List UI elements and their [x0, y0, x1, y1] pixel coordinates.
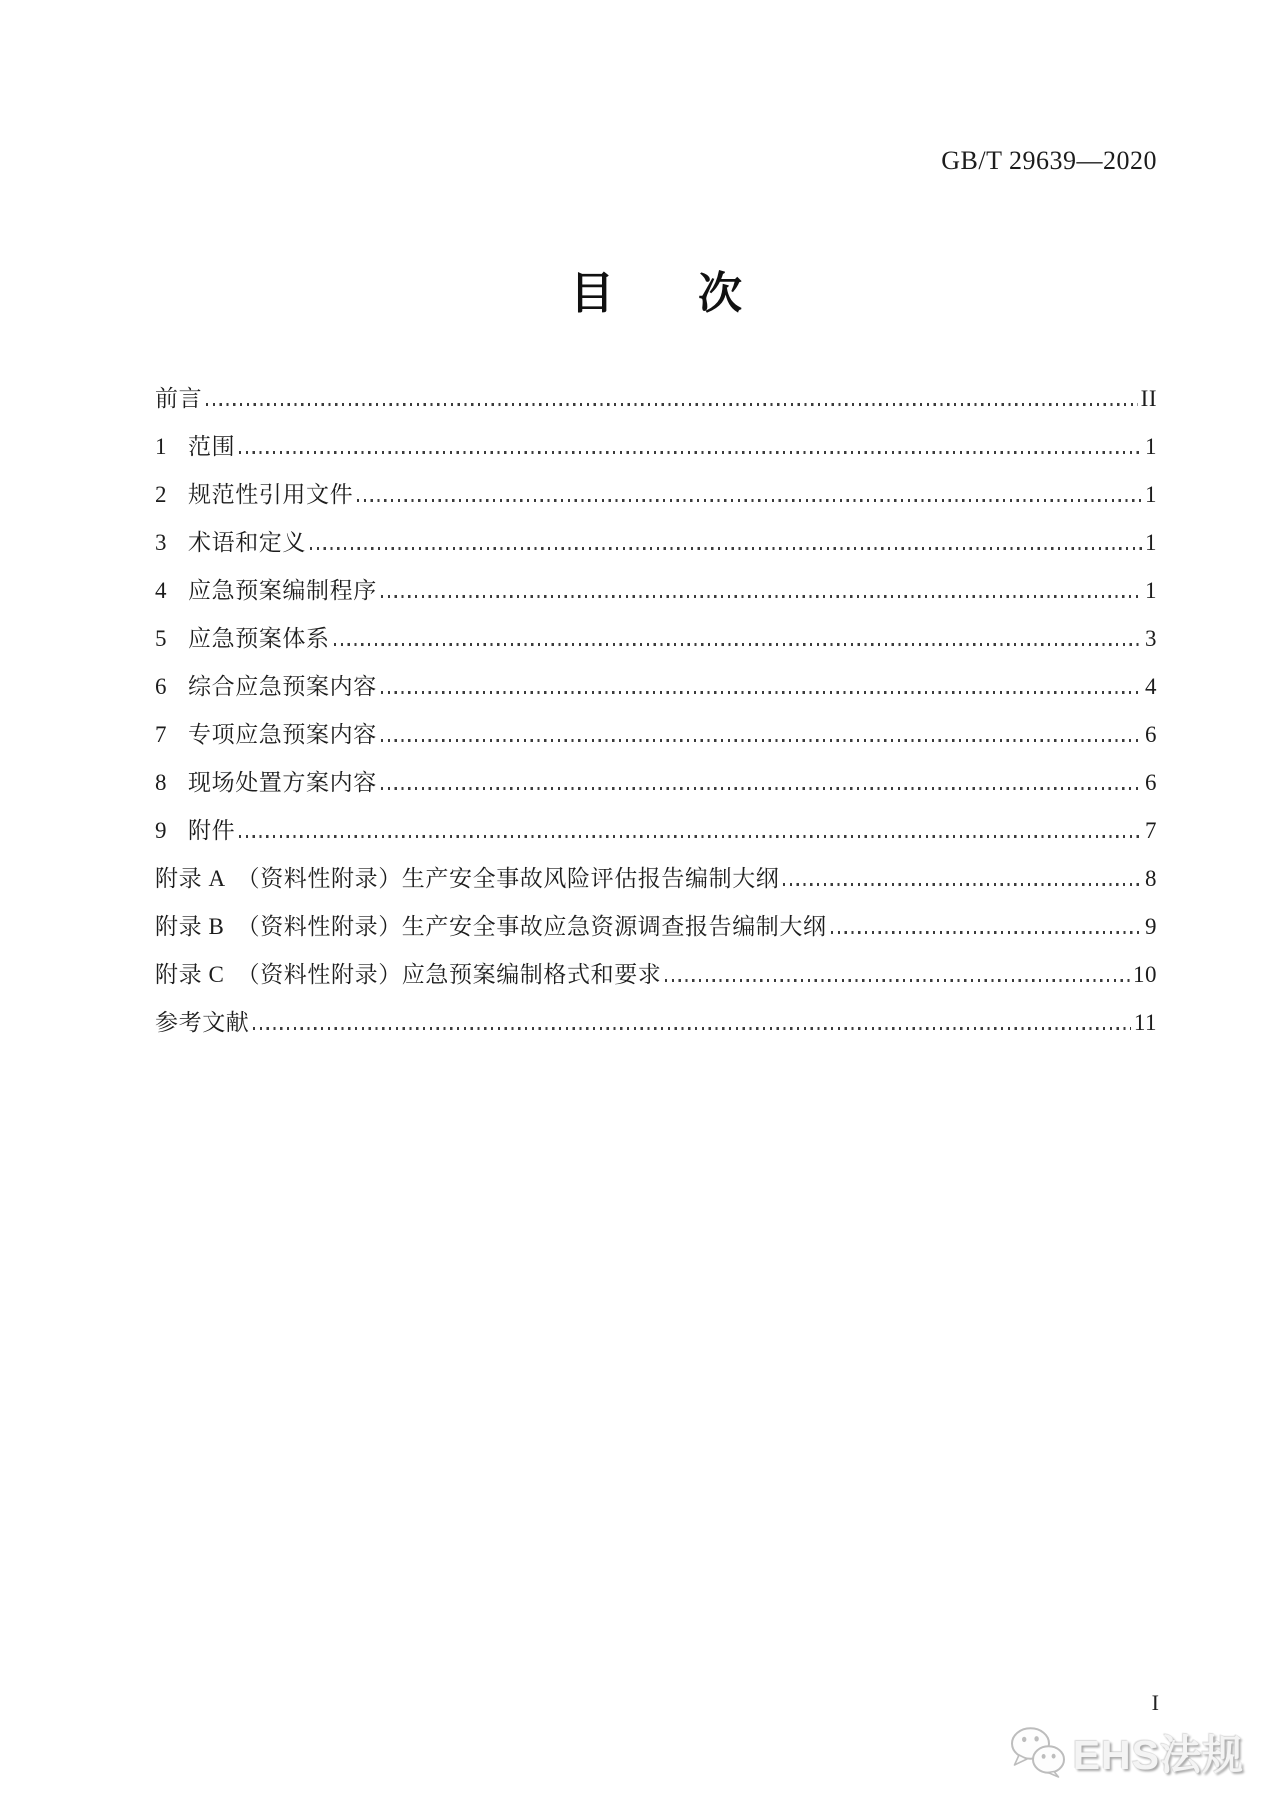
toc-entry-label: 附录 C （资料性附录）应急预案编制格式和要求	[155, 962, 662, 987]
toc-title-char-2: 次	[698, 269, 742, 318]
toc-entry	[155, 471, 1157, 519]
toc-leader-dots	[381, 739, 1142, 742]
toc-entry-page: 1	[1145, 482, 1157, 507]
page-number-folio: I	[1151, 1690, 1159, 1715]
toc-leader-dots	[831, 931, 1142, 934]
toc-entry-label: 应急预案编制程序	[188, 578, 377, 603]
toc-entry-number: 5	[155, 626, 167, 651]
toc-entry-label: 范围	[188, 434, 236, 459]
toc-entry	[155, 663, 1157, 711]
toc-entry	[155, 423, 1157, 471]
toc-entry	[155, 999, 1157, 1047]
toc-entry-number: 3	[155, 530, 167, 555]
toc-entry-label: 专项应急预案内容	[188, 722, 377, 747]
toc-entry-label: 术语和定义	[188, 530, 306, 555]
toc-entry-label: 附件	[188, 818, 236, 843]
toc-entry-label: 规范性引用文件	[188, 482, 354, 507]
toc-entry-label: 附录 B （资料性附录）生产安全事故应急资源调查报告编制大纲	[155, 914, 827, 939]
toc-entry-page: 7	[1145, 818, 1157, 843]
toc-leader-dots	[381, 595, 1142, 598]
toc-entry	[155, 711, 1157, 759]
toc-entry	[155, 759, 1157, 807]
toc-leader-dots	[381, 787, 1142, 790]
toc-entry-page: 4	[1145, 674, 1157, 699]
wechat-icon	[1010, 1726, 1066, 1778]
toc-entry	[155, 375, 1157, 423]
toc-entry	[155, 519, 1157, 567]
toc-entry-page: 1	[1145, 530, 1157, 555]
toc-entry-number: 2	[155, 482, 167, 507]
toc-entry-page: 8	[1145, 866, 1157, 891]
toc-leader-dots	[665, 979, 1130, 982]
toc-leader-dots	[253, 1027, 1130, 1030]
toc-leader-dots	[381, 691, 1142, 694]
toc-entry	[155, 951, 1157, 999]
toc-leader-dots	[357, 499, 1142, 502]
toc-entry-page: 6	[1145, 722, 1157, 747]
toc-entry-page: 9	[1145, 914, 1157, 939]
toc-entry-number: 9	[155, 818, 167, 843]
toc-list	[155, 375, 1157, 1047]
standard-number: GB/T 29639—2020	[941, 146, 1157, 175]
toc-entry	[155, 615, 1157, 663]
toc-entry-page: 1	[1145, 578, 1157, 603]
toc-entry-page: 1	[1145, 434, 1157, 459]
toc-entry	[155, 807, 1157, 855]
toc-leader-dots	[239, 451, 1142, 454]
toc-leader-dots	[334, 643, 1142, 646]
toc-entry-number: 1	[155, 434, 167, 459]
watermark	[1010, 1722, 1244, 1781]
toc-leader-dots	[239, 835, 1142, 838]
toc-entry-label: 综合应急预案内容	[188, 674, 377, 699]
toc-entry	[155, 567, 1157, 615]
toc-entry-label: 附录 A （资料性附录）生产安全事故风险评估报告编制大纲	[155, 866, 780, 891]
toc-entry-number: 6	[155, 674, 167, 699]
toc-title-char-1: 目	[570, 269, 614, 318]
toc-entry-page: 11	[1133, 1010, 1157, 1035]
toc-entry-label: 前言	[155, 386, 203, 411]
toc-entry-page: 3	[1145, 626, 1157, 651]
toc-entry-page: II	[1140, 386, 1157, 411]
toc-entry-page: 6	[1145, 770, 1157, 795]
watermark-text: EHS法规	[1072, 1732, 1244, 1778]
toc-entry-page: 10	[1133, 962, 1157, 987]
toc-leader-dots	[206, 403, 1137, 406]
toc-entry-label: 现场处置方案内容	[188, 770, 377, 795]
toc-entry-label: 参考文献	[155, 1010, 250, 1035]
toc-entry	[155, 903, 1157, 951]
toc-entry-number: 7	[155, 722, 167, 747]
toc-entry-number: 4	[155, 578, 167, 603]
toc-entry-number: 8	[155, 770, 167, 795]
toc-entry	[155, 855, 1157, 903]
toc-leader-dots	[783, 883, 1142, 886]
toc-entry-label: 应急预案体系	[188, 626, 330, 651]
toc-leader-dots	[310, 547, 1142, 550]
toc-title	[155, 268, 1157, 320]
